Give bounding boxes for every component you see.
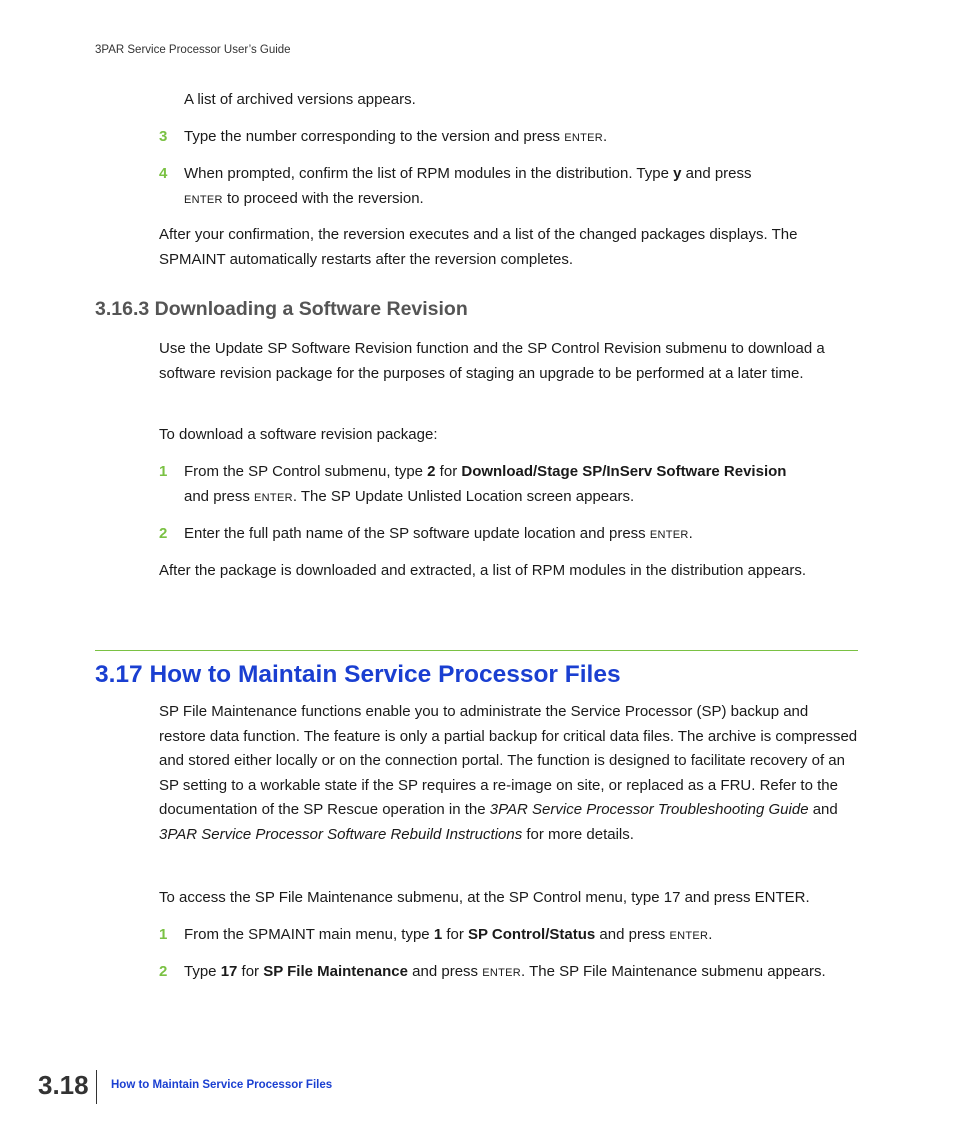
section-heading-3-17: 3.17 How to Maintain Service Processor Files xyxy=(95,661,621,688)
download-intro-text: Use the Update SP Software Revision function and the SP Control Revision submenu to download a software revision package for the purposes of staging an upgrade to be performed at a later time. xyxy=(159,340,825,382)
step-3 xyxy=(159,125,859,151)
section-divider xyxy=(95,650,858,651)
step-text: Enter the full path name of the SP software update location and press ENTER. xyxy=(184,525,693,542)
footer-section-title: How to Maintain Service Processor Files xyxy=(111,1079,333,1091)
step-text: Type the number corresponding to the version and press ENTER. xyxy=(184,128,608,145)
footer-divider xyxy=(96,1070,97,1104)
archived-list-text: A list of archived versions appears. xyxy=(184,91,416,108)
step-4 xyxy=(159,162,859,212)
doc-reference-rebuild: 3PAR Service Processor Software Rebuild Instructions xyxy=(159,825,523,843)
running-header: 3PAR Service Processor User’s Guide xyxy=(95,44,291,56)
download-result-text: After the package is downloaded and extracted, a list of RPM modules in the distribution appears. xyxy=(159,562,807,579)
step-number: 2 xyxy=(159,525,168,542)
file-maintenance-step-2 xyxy=(159,960,859,986)
section-heading-3-16-3: 3.16.3 Downloading a Software Revision xyxy=(95,298,468,320)
step-number: 1 xyxy=(159,926,168,943)
step-number: 3 xyxy=(159,128,168,145)
step-number: 4 xyxy=(159,165,168,182)
page-number: 3.18 xyxy=(38,1070,89,1100)
step-text: When prompted, confirm the list of RPM modules in the distribution. Type y and press ENTER to proceed with the reversion. xyxy=(184,165,752,207)
after-confirmation-text: After your confirmation, the reversion executes and a list of the changed packages displays. The SPMAINT automatically restarts after the reversion completes. xyxy=(159,226,798,268)
download-step-1 xyxy=(159,460,859,510)
step-text: From the SP Control submenu, type 2 for Download/Stage SP/InServ Software Revision and press ENTER. The SP Update Unlisted Location screen appears. xyxy=(184,463,787,505)
file-maintenance-access-text: To access the SP File Maintenance submenu, at the SP Control menu, type 17 and press ENTER. xyxy=(159,889,810,906)
file-maintenance-step-1 xyxy=(159,923,859,949)
step-number: 1 xyxy=(159,463,168,480)
download-step-2 xyxy=(159,522,859,548)
step-number: 2 xyxy=(159,963,168,980)
download-instruction-text: To download a software revision package: xyxy=(159,426,438,443)
file-maintenance-intro: SP File Maintenance functions enable you to administrate the Service Processor (SP) backup and restore data function. The feature is only a partial backup for critical data files. The archive is compressed and stored either locally or on the connection portal. The function is designed to facilitate recovery of an SP setting to a workable state if the SP requires a re-image on site, or replaced as a FRU. Refer to the documentation of the SP Rescue operation in the 3PAR Service Processor Troubleshooting Guide and 3PAR Service Processor Software Rebuild Instructions for more details. xyxy=(159,703,858,843)
doc-reference-troubleshooting: 3PAR Service Processor Troubleshooting Guide xyxy=(489,801,809,819)
step-text: Type 17 for SP File Maintenance and press ENTER. The SP File Maintenance submenu appears. xyxy=(184,963,826,980)
step-text: From the SPMAINT main menu, type 1 for SP Control/Status and press ENTER. xyxy=(184,926,713,943)
